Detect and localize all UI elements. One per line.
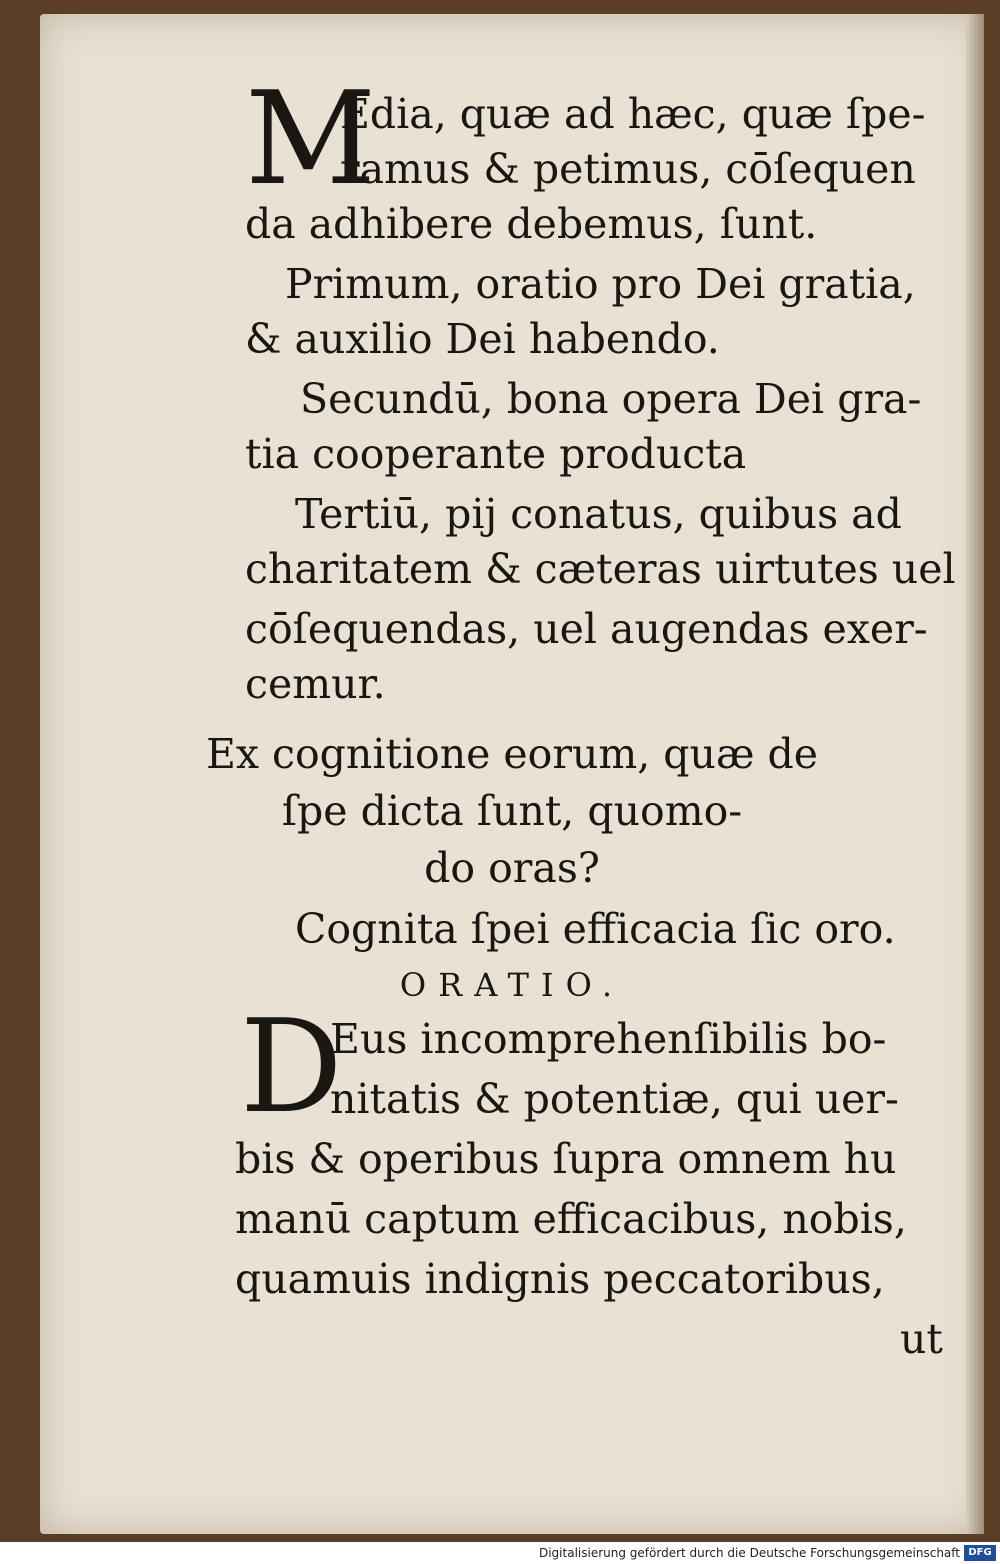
text-line: tia cooperante producta [245,430,747,478]
digitization-footer [0,1542,1000,1564]
text-line: manū captum efficacibus, nobis, [235,1195,907,1243]
footer-text: Digitalisierung gefördert durch die Deutsche Forschungsgemeinschaft [538,1546,960,1560]
text-line: Tertiū, pij conatus, quibus ad [295,490,902,538]
text-line: cemur. [245,660,386,708]
text-line: quamuis indignis peccatoribus, [235,1255,885,1303]
catchword: ut [900,1315,943,1363]
text-line: da adhibere debemus, ſunt. [245,200,818,248]
prayer-heading: ORATIO. [399,966,625,1004]
dfg-logo-icon: DFG [964,1545,996,1561]
text-line: Eus incomprehenſibilis bo- [330,1015,887,1063]
question-line: ſpe dicta ſunt, quomo- [281,787,743,835]
book-page [40,14,984,1534]
text-line: nitatis & potentiæ, qui uer- [330,1075,899,1123]
text-line: Secundū, bona opera Dei gra- [300,375,922,423]
page-text [40,14,984,1534]
question-line: Ex cognitione eorum, quæ de [205,730,819,778]
text-line: & auxilio Dei habendo. [245,315,720,363]
text-line: ramus & petimus, cōſequen [340,145,916,193]
text-line: bis & operibus ſupra omnem hu [235,1135,897,1183]
drop-capital-d: D [240,993,343,1142]
question-line: do oras? [424,844,600,892]
answer-line: Cognita ſpei efficacia ſic oro. [295,905,896,953]
text-line: charitatem & cæteras uirtutes uel [245,545,956,593]
drop-capital-m: M [245,65,377,214]
text-line: Primum, oratio pro Dei gratia, [285,260,916,308]
text-line: Edia, quæ ad hæc, quæ ſpe- [340,90,926,138]
text-line: cōſequendas, uel augendas exer- [245,605,928,653]
